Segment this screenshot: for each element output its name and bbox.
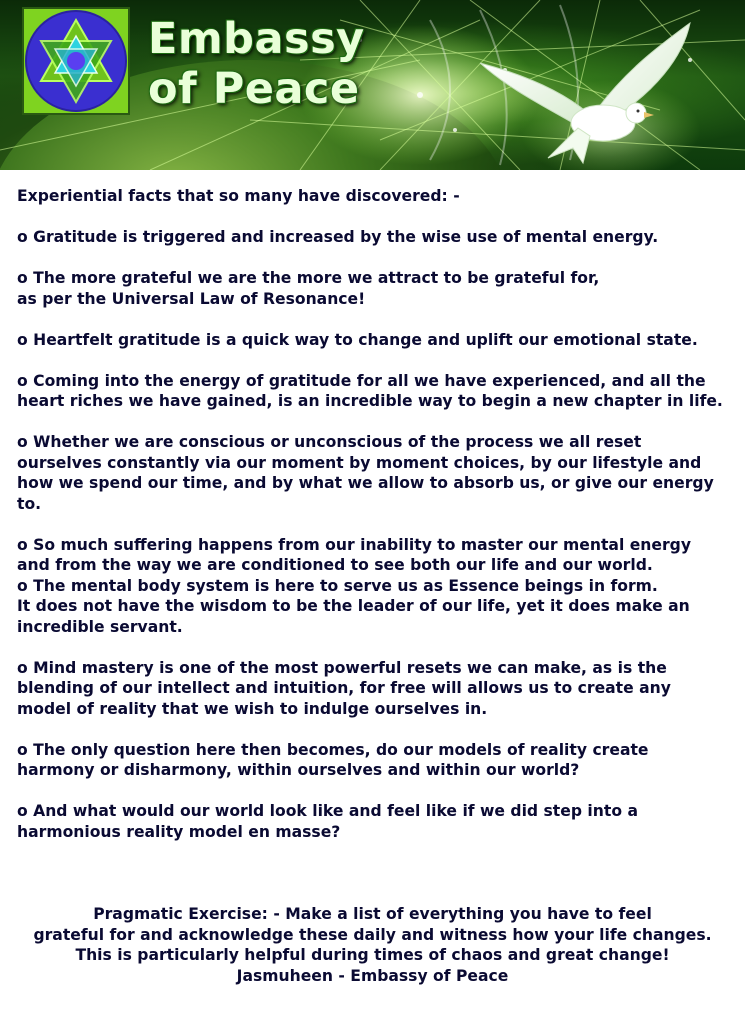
fact-line: It does not have the wisdom to be the leader of our life, yet it does make an xyxy=(17,597,690,615)
star-of-david-logo-icon xyxy=(21,6,131,116)
footer-line: This is particularly helpful during times of chaos and great change! xyxy=(75,946,670,964)
brand-title-line1: Embassy xyxy=(148,14,365,64)
fact-line: o Coming into the energy of gratitude for all we have experienced, and all the xyxy=(17,371,706,390)
fact-paragraph xyxy=(17,740,729,781)
fact-line: o Heartfelt gratitude is a quick way to change and uplift our emotional state. xyxy=(17,330,698,349)
fact-paragraph xyxy=(17,576,729,638)
fact-line: harmony or disharmony, within ourselves and within our world? xyxy=(17,761,580,779)
fact-line: how we spend our time, and by what we allow to absorb us, or give our energy xyxy=(17,474,714,492)
fact-line: to. xyxy=(17,494,42,513)
pragmatic-exercise-footer xyxy=(0,904,745,986)
fact-paragraph xyxy=(17,535,729,576)
fact-paragraph xyxy=(17,801,729,842)
fact-line: model of reality that we wish to indulge ourselves in. xyxy=(17,699,488,718)
fact-paragraph xyxy=(17,658,729,720)
fact-line: o Whether we are conscious or unconscious of the process we all reset xyxy=(17,433,642,451)
fact-line: incredible servant. xyxy=(17,617,183,636)
header-banner xyxy=(0,0,745,170)
brand-title xyxy=(148,14,365,114)
fact-line: blending of our intellect and intuition, for free will allows us to create any xyxy=(17,679,671,697)
fact-line: o The only question here then becomes, do our models of reality create xyxy=(17,740,649,759)
facts-content xyxy=(17,186,729,842)
fact-line: o The more grateful we are the more we attract to be grateful for, xyxy=(17,269,600,287)
fact-paragraph xyxy=(17,432,729,514)
fact-line: o Mind mastery is one of the most powerful resets we can make, as is the xyxy=(17,658,667,677)
fact-line: o Gratitude is triggered and increased by the wise use of mental energy. xyxy=(17,228,659,246)
footer-line: Pragmatic Exercise: - Make a list of everything you have to feel xyxy=(93,905,652,923)
fact-line: and from the way we are conditioned to see both our life and our world. xyxy=(17,556,653,574)
footer-line: grateful for and acknowledge these daily and witness how your life changes. xyxy=(33,925,712,944)
author-signature: Jasmuheen - Embassy of Peace xyxy=(236,966,509,985)
fact-paragraph xyxy=(17,268,729,309)
intro-text xyxy=(17,186,729,207)
fact-paragraph xyxy=(17,330,729,351)
fact-line: ourselves constantly via our moment by moment choices, by our lifestyle and xyxy=(17,453,702,472)
fact-paragraph xyxy=(17,371,729,412)
intro-line: Experiential facts that so many have discovered: - xyxy=(17,187,460,205)
dove-icon xyxy=(478,18,693,168)
fact-line: harmonious reality model en masse? xyxy=(17,822,341,841)
fact-line: o So much suffering happens from our inability to master our mental energy xyxy=(17,535,691,554)
fact-paragraph xyxy=(17,227,729,248)
brand-title-line2: of Peace xyxy=(148,64,360,114)
fact-line: heart riches we have gained, is an incredible way to begin a new chapter in life. xyxy=(17,392,723,410)
fact-line: o The mental body system is here to serve us as Essence beings in form. xyxy=(17,576,658,595)
fact-line: as per the Universal Law of Resonance! xyxy=(17,289,366,308)
fact-line: o And what would our world look like and feel like if we did step into a xyxy=(17,802,638,820)
